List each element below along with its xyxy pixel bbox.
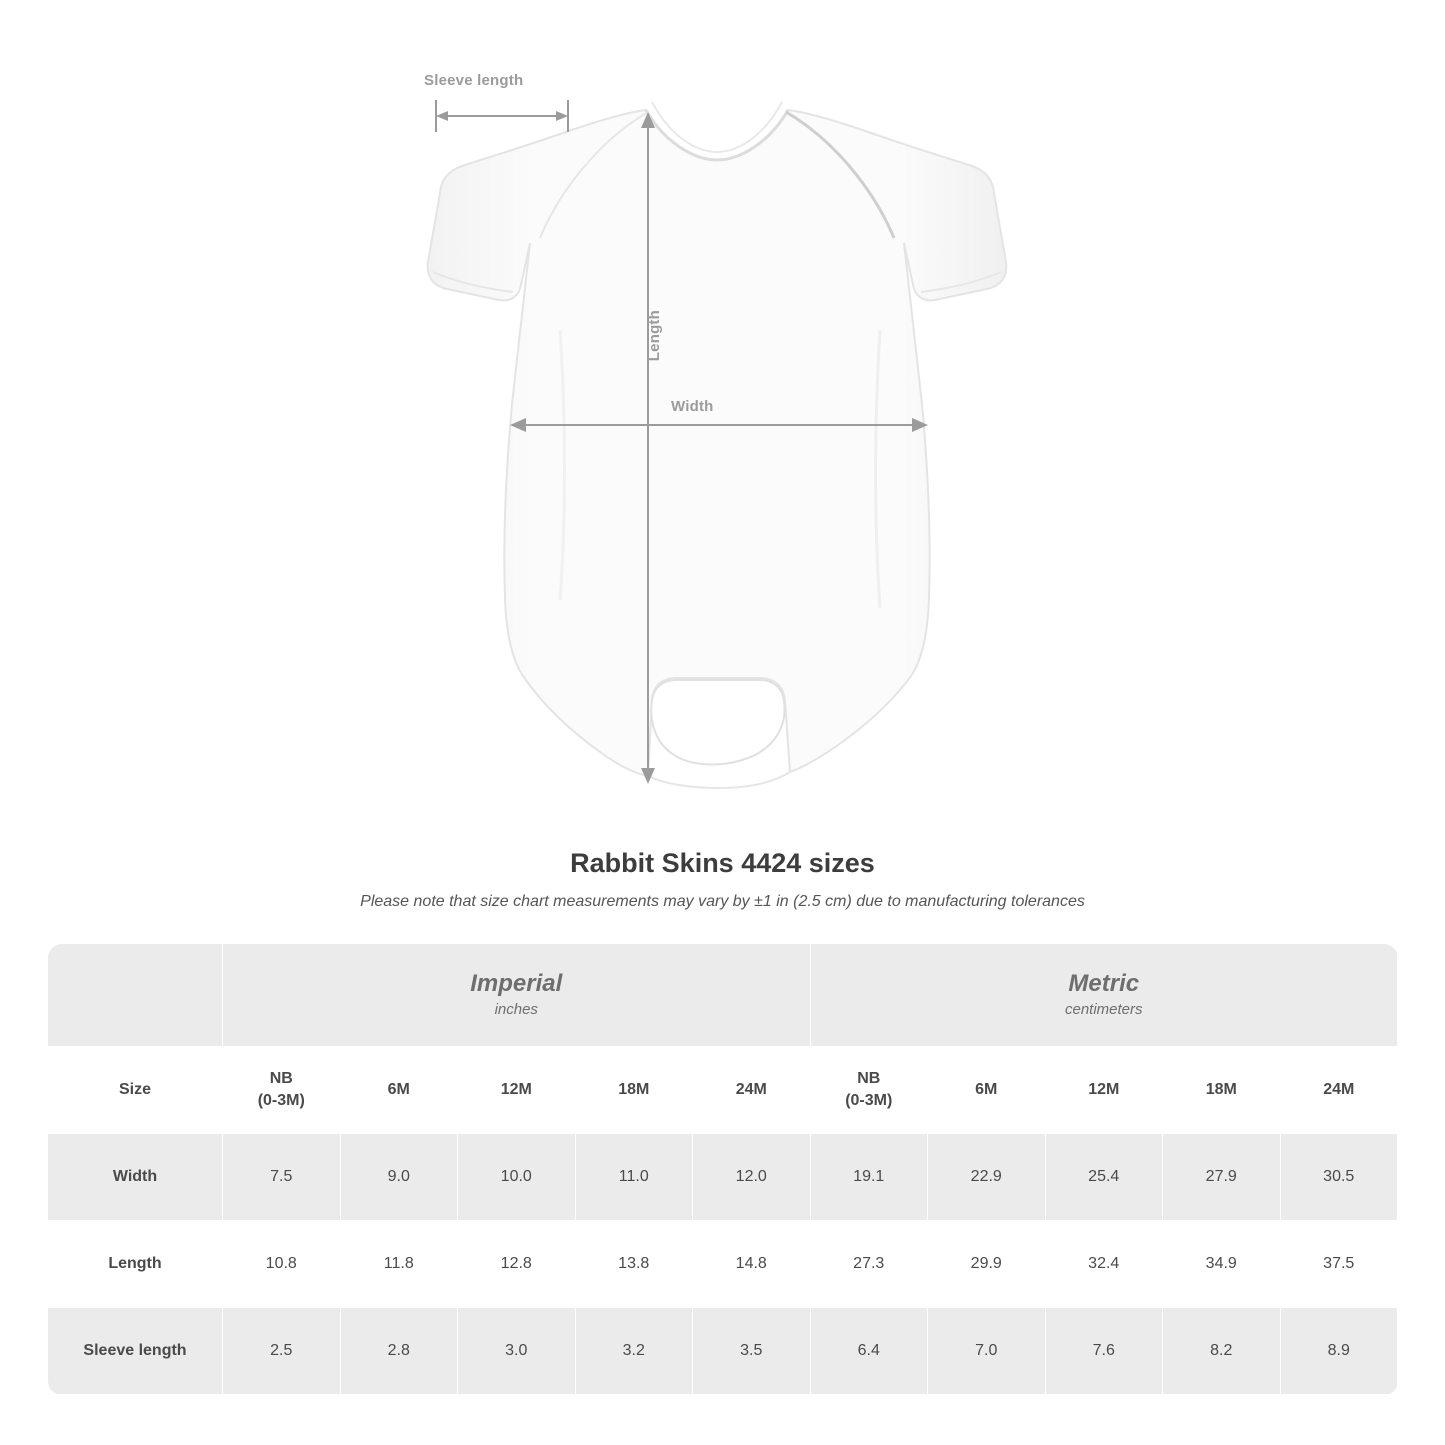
size-line1: 18M [1205, 1081, 1237, 1099]
cell-value: 27.9 [1163, 1134, 1281, 1221]
length-label: Length [646, 310, 663, 362]
size-line1: 18M [618, 1081, 650, 1099]
size-row-label: Size [48, 1047, 223, 1134]
cell-value: 6.4 [810, 1308, 928, 1395]
size-line2: (0-3M) [845, 1092, 893, 1109]
cell-value: 12.8 [458, 1221, 576, 1308]
size-table-wrapper [47, 943, 1398, 1395]
sleeve-length-label: Sleeve length [424, 72, 524, 89]
size-header-cell [928, 1047, 1046, 1134]
size-header-cell [458, 1047, 576, 1134]
size-table [47, 943, 1398, 1395]
tolerance-note: Please note that size chart measurements may vary by ±1 in (2.5 cm) due to manufacturing tolerances [360, 893, 1085, 910]
table-row [48, 1134, 1398, 1221]
size-line1: 12M [500, 1081, 532, 1099]
row-label: Width [48, 1134, 223, 1221]
metric-label: Metric [1068, 969, 1140, 997]
size-line2: (0-3M) [257, 1092, 305, 1109]
cell-value: 29.9 [928, 1221, 1046, 1308]
cell-value: 27.3 [810, 1221, 928, 1308]
size-header-cell [693, 1047, 811, 1134]
size-line1: 24M [1323, 1081, 1355, 1099]
size-header-cell [340, 1047, 458, 1134]
cell-value: 7.6 [1045, 1308, 1163, 1395]
size-header-cell [575, 1047, 693, 1134]
size-line1: 6M [975, 1081, 998, 1099]
cell-value: 2.5 [223, 1308, 341, 1395]
size-line1: NB [857, 1070, 881, 1088]
cell-value: 10.0 [458, 1134, 576, 1221]
cell-value: 32.4 [1045, 1221, 1163, 1308]
cell-value: 30.5 [1280, 1134, 1398, 1221]
cell-value: 13.8 [575, 1221, 693, 1308]
cell-value: 11.8 [340, 1221, 458, 1308]
cell-value: 8.2 [1163, 1308, 1281, 1395]
metric-group-header [810, 944, 1398, 1047]
cell-value: 7.5 [223, 1134, 341, 1221]
size-header-cell [1045, 1047, 1163, 1134]
cell-value: 7.0 [928, 1308, 1046, 1395]
row-label: Sleeve length [48, 1308, 223, 1395]
cell-value: 10.8 [223, 1221, 341, 1308]
size-line1: 6M [387, 1081, 410, 1099]
size-header-cell [223, 1047, 341, 1134]
size-header-row [48, 1047, 1398, 1134]
page-title: Rabbit Skins 4424 sizes [570, 848, 875, 878]
metric-sublabel: centimeters [1064, 1000, 1143, 1018]
size-line1: 12M [1088, 1081, 1120, 1099]
table-row [48, 1221, 1398, 1308]
size-line1: NB [269, 1070, 293, 1088]
cell-value: 3.0 [458, 1308, 576, 1395]
cell-value: 8.9 [1280, 1308, 1398, 1395]
table-row [48, 1308, 1398, 1395]
title-block [0, 848, 1445, 911]
cell-value: 22.9 [928, 1134, 1046, 1221]
cell-value: 9.0 [340, 1134, 458, 1221]
cell-value: 11.0 [575, 1134, 693, 1221]
width-label: Width [671, 398, 714, 415]
imperial-group-header [223, 944, 811, 1047]
size-header-cell [810, 1047, 928, 1134]
size-header-cell [1280, 1047, 1398, 1134]
cell-value: 19.1 [810, 1134, 928, 1221]
cell-value: 37.5 [1280, 1221, 1398, 1308]
cell-value: 25.4 [1045, 1134, 1163, 1221]
imperial-sublabel: inches [494, 1000, 538, 1018]
row-label: Length [48, 1221, 223, 1308]
size-header-cell [1163, 1047, 1281, 1134]
cell-value: 14.8 [693, 1221, 811, 1308]
cell-value: 12.0 [693, 1134, 811, 1221]
cell-value: 2.8 [340, 1308, 458, 1395]
size-line1: 24M [735, 1081, 767, 1099]
table-corner-cell [48, 944, 223, 1047]
unit-header-row [48, 944, 1398, 1047]
cell-value: 3.5 [693, 1308, 811, 1395]
cell-value: 34.9 [1163, 1221, 1281, 1308]
imperial-label: Imperial [470, 969, 563, 997]
cell-value: 3.2 [575, 1308, 693, 1395]
